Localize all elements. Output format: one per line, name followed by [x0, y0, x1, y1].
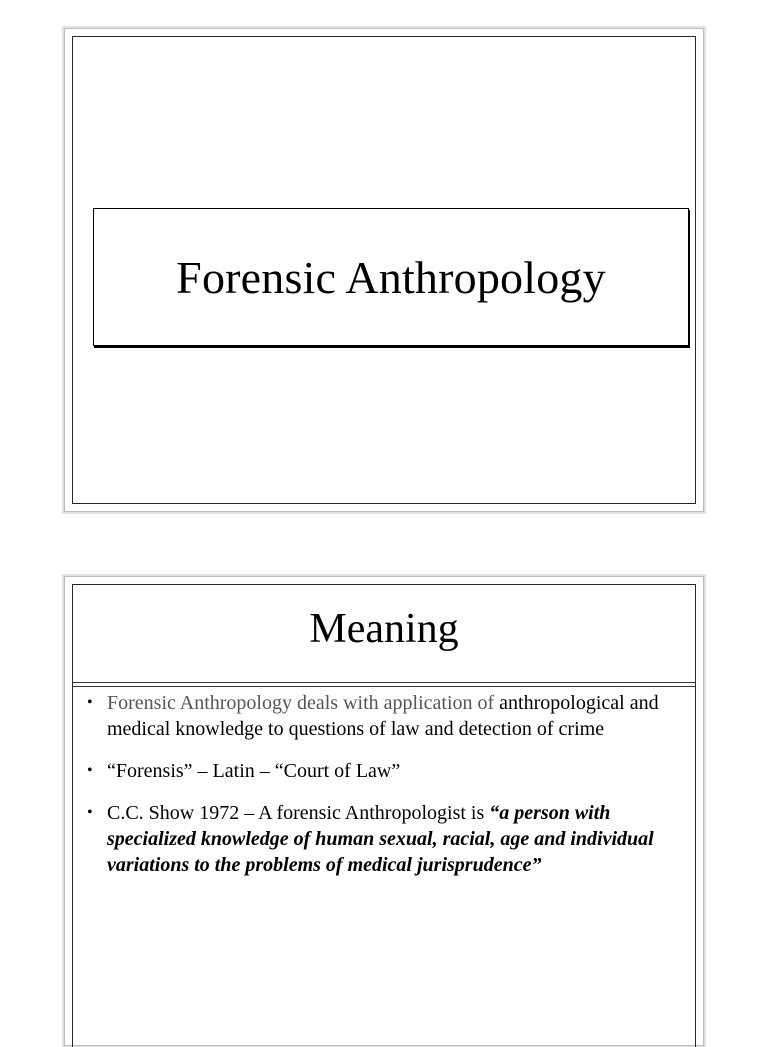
bullet-text: anthropological and medical knowledge to questions of law and detection of crime — [107, 692, 659, 740]
title-slide — [64, 28, 704, 512]
slide-heading: Meaning — [309, 606, 459, 652]
bullet-icon: • — [87, 694, 93, 711]
title-box — [93, 208, 689, 346]
slide-inner-border — [72, 584, 696, 1047]
bullet-item — [83, 690, 687, 742]
heading-divider — [73, 682, 695, 687]
bullet-lead-text: Forensic Anthropology deals with application of — [107, 692, 495, 714]
bullet-item — [83, 758, 687, 784]
slide-title: Forensic Anthropology — [176, 251, 606, 303]
definition-quote: “a person with specialized knowledge of human sexual, racial, age and individual variations to the problems of medical jurisprudence” — [107, 802, 654, 876]
bullet-text: “Forensis” – Latin – “Court of Law” — [107, 760, 401, 782]
slide-inner-border — [72, 36, 696, 504]
meaning-slide — [64, 576, 704, 1046]
bullet-text: C.C. Show 1972 – A forensic Anthropologist is — [107, 802, 490, 824]
bullet-item — [83, 800, 687, 878]
bullet-list — [83, 690, 687, 894]
bullet-icon: • — [87, 762, 93, 779]
bullet-icon: • — [87, 804, 93, 821]
